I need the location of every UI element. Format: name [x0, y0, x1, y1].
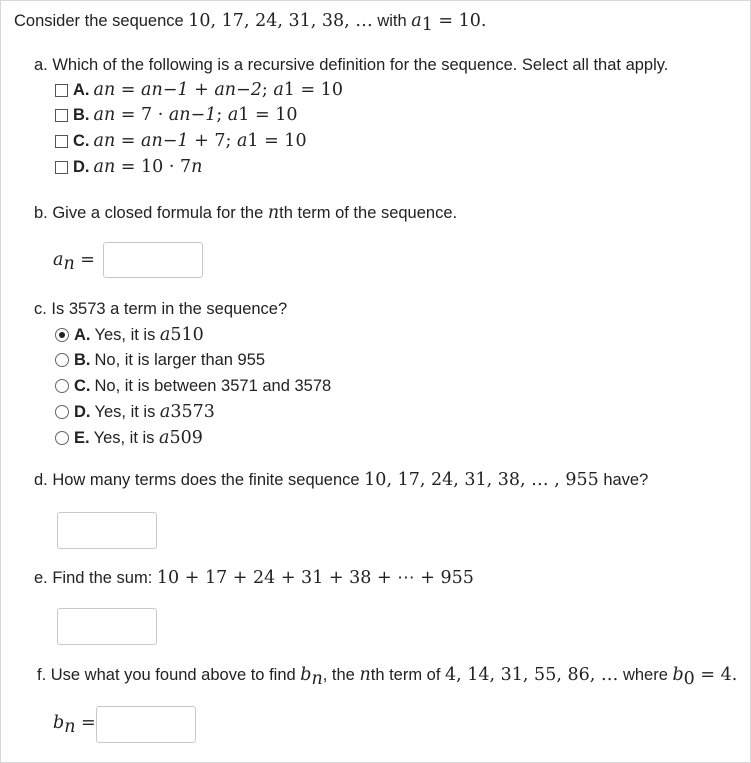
option-a-radio-row[interactable]: A. Yes, it is a 510	[55, 324, 204, 346]
bn-formula-input[interactable]	[96, 706, 196, 743]
closed-formula-input[interactable]	[103, 242, 203, 278]
part-f-label: $b_n$ =	[53, 713, 96, 737]
option-e-radio-row[interactable]: E. Yes, it is a 509	[55, 427, 203, 449]
radio-button[interactable]	[55, 431, 69, 445]
part-d-prompt: d. How many terms does the finite sequence 10, 17, 24, 31, 38, … , 955 have?	[34, 470, 649, 490]
option-c-radio-row[interactable]: C. No, it is between 3571 and 3578	[55, 375, 331, 397]
option-d-checkbox-row[interactable]: D. a n = 10 · 7 n	[55, 156, 202, 178]
option-c-checkbox-row[interactable]: C. a n = a n−1 + 7 ; a 1 = 10	[55, 130, 307, 152]
checkbox[interactable]	[55, 84, 68, 97]
part-e-prompt: e. Find the sum: 10 + 17 + 24 + 31 + 38 + ⋯ + 955	[34, 568, 474, 588]
option-a-checkbox-row[interactable]: A. a n = a n−1 + a n−2 ; a 1 = 10	[55, 79, 343, 101]
part-f-prompt: f. Use what you found above to find $b_n$, the nth term of 4, 14, 31, 55, 86, … where $b_0 = 4$.	[37, 665, 738, 689]
sum-input[interactable]	[57, 608, 157, 645]
part-d-sequence: 10, 17, 24, 31, 38, … , 955	[364, 470, 599, 490]
part-e-sum: 10 + 17 + 24 + 31 + 38 + ⋯ + 955	[156, 568, 474, 588]
checkbox[interactable]	[55, 135, 68, 148]
intro-sequence: 10, 17, 24, 31, 38, …	[188, 11, 373, 31]
number-of-terms-input[interactable]	[57, 512, 157, 549]
option-b-radio-row[interactable]: B. No, it is larger than 955	[55, 349, 265, 371]
intro-text: Consider the sequence 10, 17, 24, 31, 38, … with $a_1 = 10$.	[14, 11, 487, 35]
checkbox[interactable]	[55, 109, 68, 122]
part-f-sequence: 4, 14, 31, 55, 86, …	[445, 665, 619, 685]
option-d-radio-row[interactable]: D. Yes, it is a 3573	[55, 401, 215, 423]
option-b-checkbox-row[interactable]: B. a n = 7 · a n−1 ; a 1 = 10	[55, 104, 297, 126]
part-b-label: $a_n$ =	[53, 250, 95, 274]
part-b-prompt: b. Give a closed formula for the nth term of the sequence.	[34, 203, 458, 223]
checkbox[interactable]	[55, 161, 68, 174]
radio-button[interactable]	[55, 379, 69, 393]
radio-button[interactable]	[55, 405, 69, 419]
radio-button[interactable]	[55, 353, 69, 367]
part-c-prompt: c. Is 3573 a term in the sequence?	[34, 300, 288, 318]
radio-button-selected[interactable]	[55, 328, 69, 342]
part-a-prompt: a. Which of the following is a recursive definition for the sequence. Select all that apply.	[34, 56, 669, 74]
